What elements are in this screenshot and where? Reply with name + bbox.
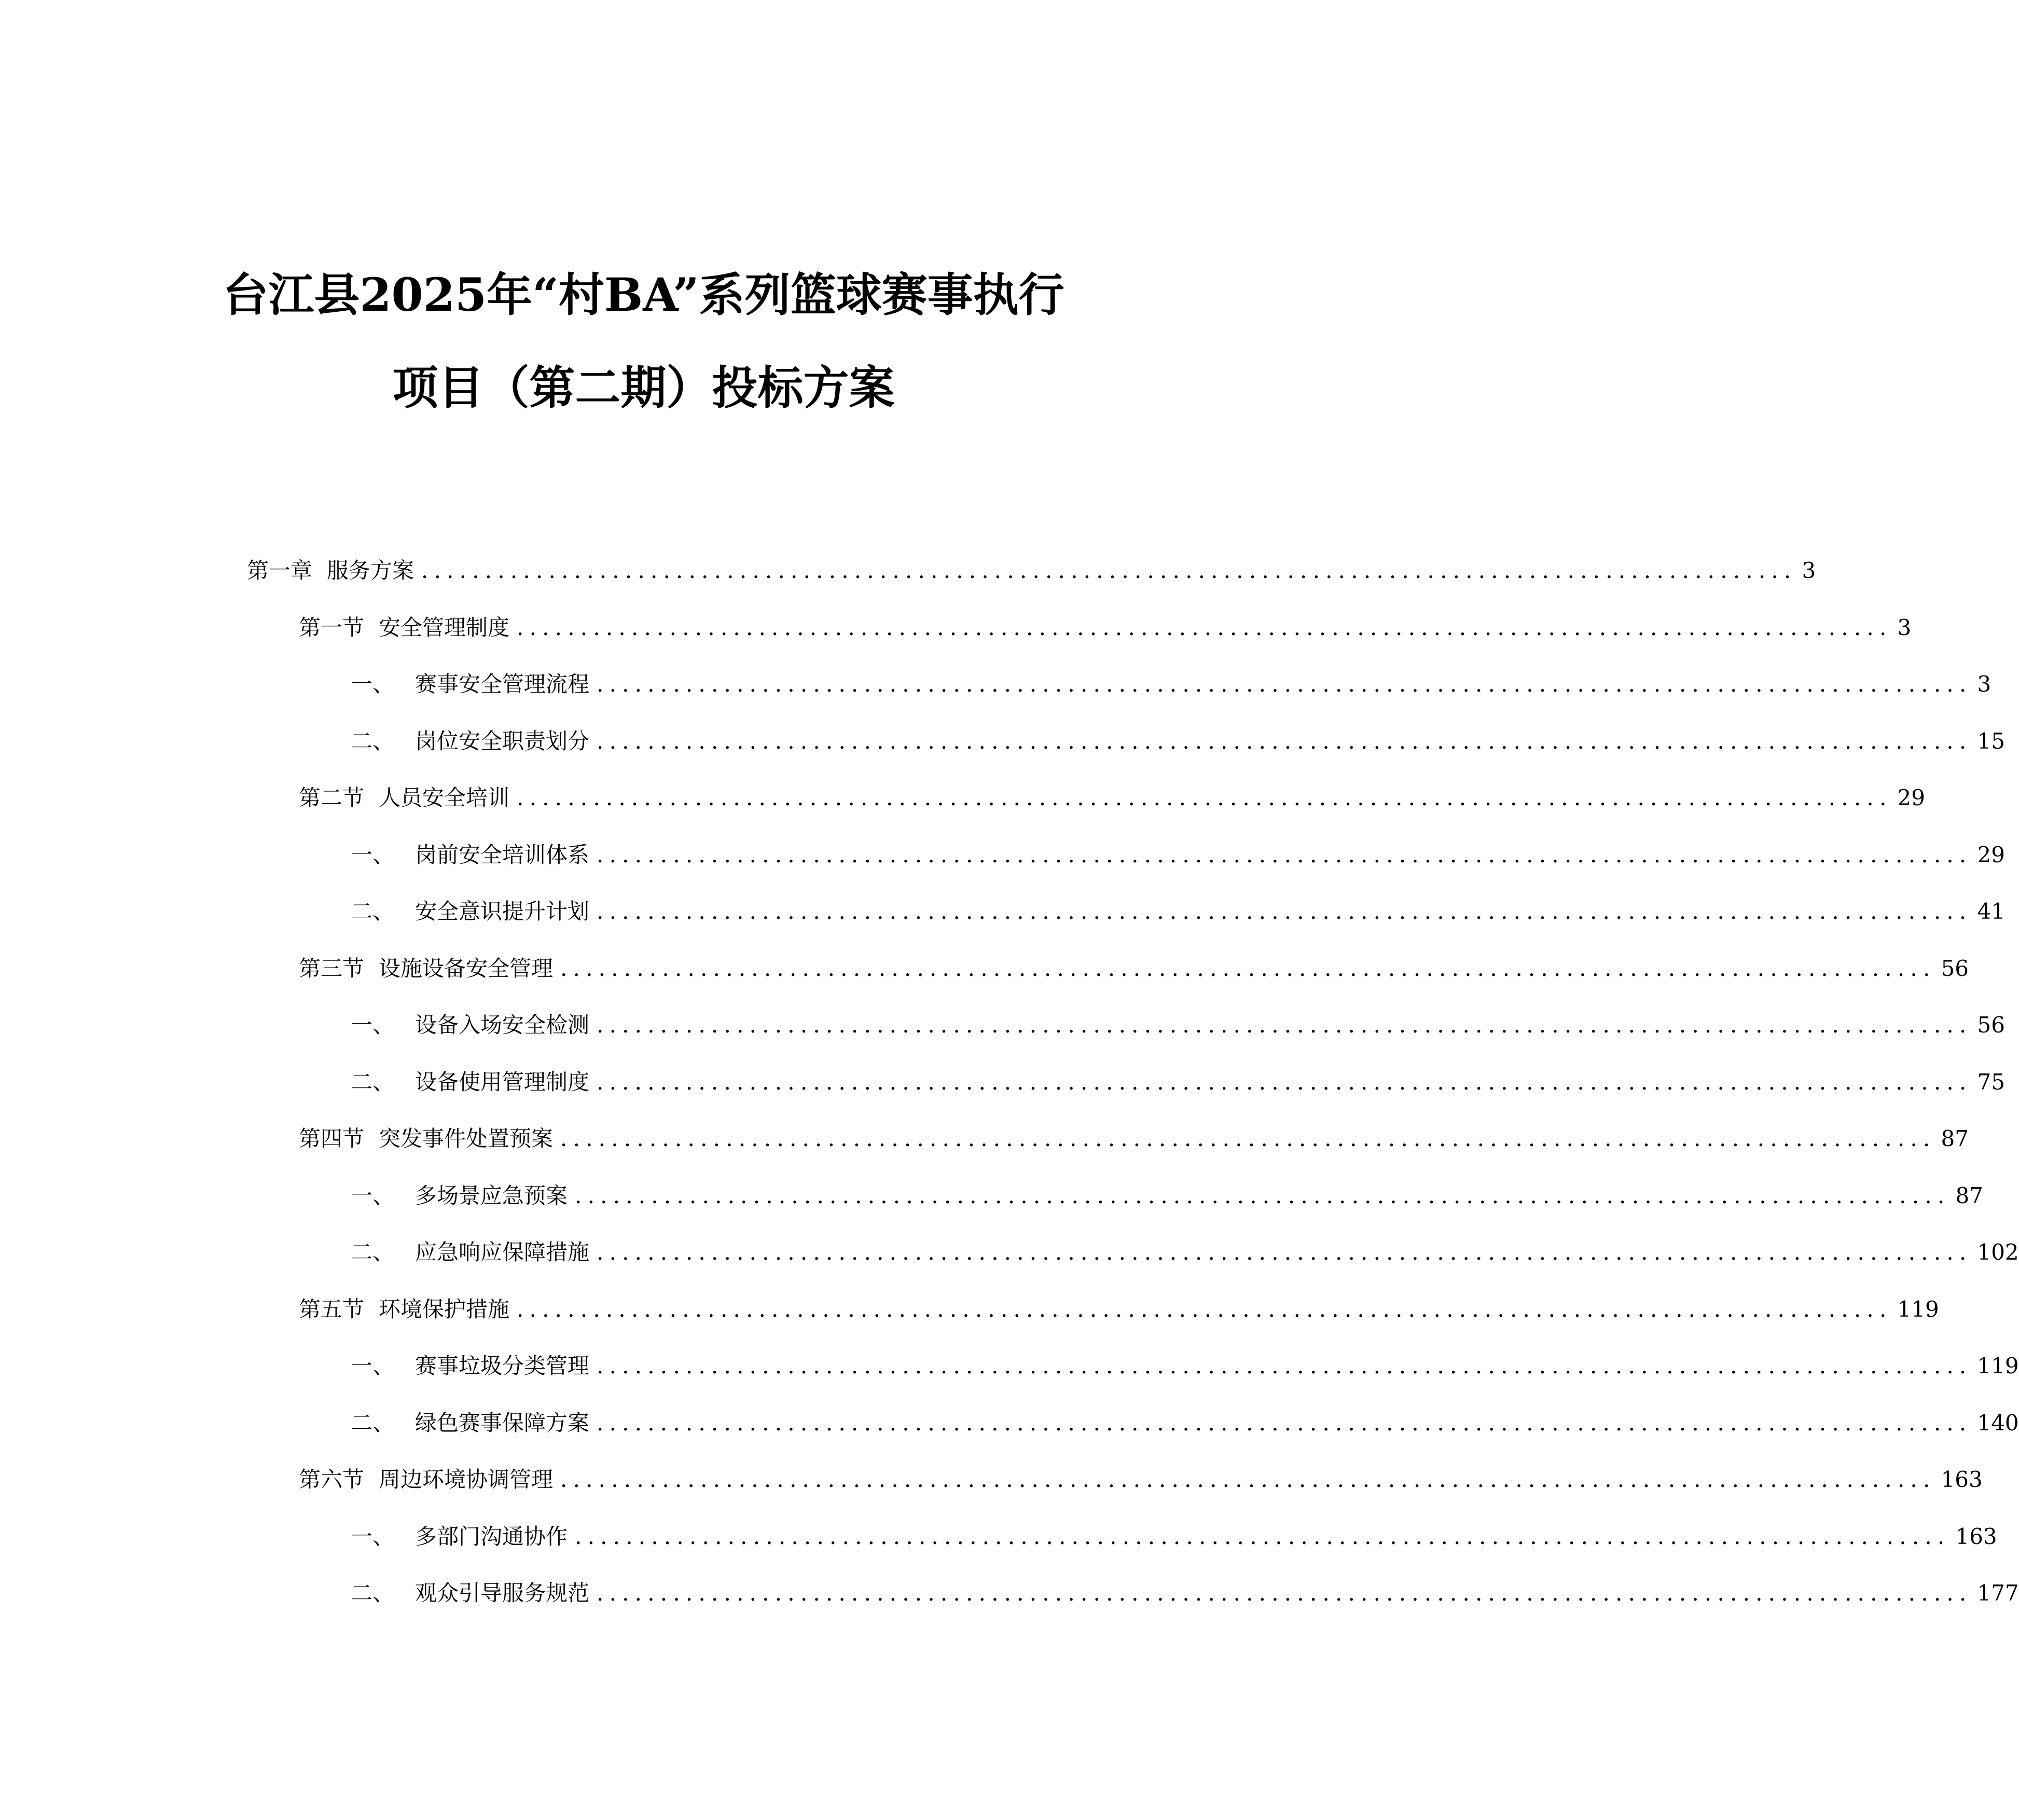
toc-entry-text: 多部门沟通协作 [415,1524,568,1549]
toc-page-number: 87 [1955,1183,1983,1208]
toc-page-number: 119 [1897,1297,1939,1322]
toc-entry-item[interactable] [351,1578,2019,1609]
toc-entry-text: 岗位安全职责划分 [415,728,590,754]
toc-entry-text: 赛事垃圾分类管理 [415,1353,590,1378]
toc-entry-number: 一、 [351,671,395,697]
toc-entry-number: 二、 [351,1580,395,1606]
toc-entry-number: 第一节 [299,615,365,640]
toc-entry-item[interactable] [351,896,2005,927]
toc-entry-text: 设备使用管理制度 [415,1069,590,1095]
toc-dot-leader: ............................................................................................................ [597,1239,1972,1265]
toc-entry-text: 服务方案 [327,558,414,583]
toc-entry-number: 二、 [351,728,395,754]
toc-page-number: 29 [1977,842,2005,867]
toc-entry-item[interactable] [351,1350,2019,1382]
toc-page-number: 41 [1977,899,2005,924]
toc-page-number: 163 [1941,1467,1983,1492]
toc-page-number: 29 [1897,785,1925,810]
toc-dot-leader: ............................................................................................................ [560,1126,1936,1151]
toc-entry-number: 二、 [351,1069,395,1095]
toc-entry-text: 绿色赛事保障方案 [415,1410,590,1436]
toc-entry-item[interactable] [351,669,1992,700]
document-title-line-1: 台江县2025年“村BA”系列篮球赛事执行 [223,268,1064,322]
toc-dot-leader: ............................................................................................................ [597,1580,1972,1606]
toc-page-number: 3 [1802,558,1816,583]
toc-dot-leader: ............................................................................................................ [517,1297,1892,1322]
toc-page-number: 56 [1941,956,1969,981]
toc-entry-item[interactable] [351,839,2005,871]
toc-dot-leader: ............................................................................................................ [597,899,1972,924]
toc-entry-text: 周边环境协调管理 [379,1467,554,1492]
toc-page-number: 163 [1955,1524,1997,1549]
toc-page-number: 15 [1977,728,2005,754]
toc-entry-number: 第二节 [299,785,365,810]
toc-entry-text: 设施设备安全管理 [379,956,554,981]
toc-entry-number: 第五节 [299,1297,365,1322]
toc-entry-section-5[interactable] [299,1294,1939,1325]
toc-entry-text: 岗前安全培训体系 [415,842,590,867]
toc-entry-number: 第一章 [247,558,313,583]
toc-page-number: 3 [1897,615,1912,640]
toc-entry-text: 环境保护措施 [379,1297,510,1322]
toc-entry-text: 观众引导服务规范 [415,1580,590,1606]
toc-entry-section-1[interactable] [299,612,1912,643]
toc-entry-number: 二、 [351,1239,395,1265]
toc-entry-number: 第四节 [299,1126,365,1151]
toc-page-number: 75 [1977,1069,2005,1095]
toc-entry-text: 设备入场安全检测 [415,1012,590,1038]
toc-dot-leader: ............................................................................................................ [597,1012,1972,1038]
toc-entry-number: 一、 [351,842,395,867]
toc-page-number: 177 [1977,1580,2019,1606]
toc-entry-item[interactable] [351,1067,2005,1098]
toc-entry-section-4[interactable] [299,1123,1969,1154]
toc-page-number: 102 [1977,1239,2019,1265]
toc-entry-chapter-1[interactable] [247,555,1816,586]
toc-entry-item[interactable] [351,1521,1997,1552]
toc-entry-text: 安全管理制度 [379,615,510,640]
toc-dot-leader: ............................................................................................................ [597,1069,1972,1095]
toc-entry-number: 一、 [351,1524,395,1549]
toc-entry-section-3[interactable] [299,953,1969,984]
toc-entry-item[interactable] [351,1408,2019,1439]
toc-dot-leader: ............................................................................................................ [597,1410,1972,1436]
toc-page-number: 119 [1977,1353,2019,1378]
toc-dot-leader: ............................................................................................................ [517,615,1892,640]
toc-dot-leader: ............................................................................................................ [517,785,1892,810]
toc-dot-leader: ............................................................................................................ [597,1353,1972,1378]
toc-entry-number: 二、 [351,899,395,924]
toc-dot-leader: ............................................................................................................ [421,558,1797,583]
toc-dot-leader: ............................................................................................................ [597,671,1972,697]
toc-page-number: 140 [1977,1410,2019,1436]
toc-page-number: 87 [1941,1126,1969,1151]
toc-dot-leader: ............................................................................................................ [560,1467,1936,1492]
toc-dot-leader: ............................................................................................................ [597,728,1972,754]
toc-entry-number: 一、 [351,1183,395,1208]
toc-entry-section-6[interactable] [299,1464,1983,1495]
toc-entry-item[interactable] [351,1180,1983,1211]
toc-entry-number: 二、 [351,1410,395,1436]
toc-entry-text: 安全意识提升计划 [415,899,590,924]
toc-entry-text: 应急响应保障措施 [415,1239,590,1265]
toc-entry-text: 突发事件处置预案 [379,1126,554,1151]
toc-entry-number: 第六节 [299,1467,365,1492]
toc-entry-item[interactable] [351,726,2005,757]
toc-page-number: 56 [1977,1012,2005,1038]
toc-dot-leader: ............................................................................................................ [597,842,1972,867]
toc-dot-leader: ............................................................................................................ [575,1183,1951,1208]
toc-entry-number: 第三节 [299,956,365,981]
toc-entry-section-2[interactable] [299,782,1925,814]
toc-dot-leader: ............................................................................................................ [560,956,1936,981]
document-title-line-2: 项目（第二期）投标方案 [392,361,895,415]
toc-entry-text: 人员安全培训 [379,785,510,810]
toc-entry-item[interactable] [351,1010,2005,1041]
toc-entry-text: 赛事安全管理流程 [415,671,590,697]
toc-entry-number: 一、 [351,1012,395,1038]
toc-entry-item[interactable] [351,1237,2019,1268]
toc-page-number: 3 [1977,671,1992,697]
toc-entry-text: 多场景应急预案 [415,1183,568,1208]
toc-dot-leader: ............................................................................................................ [575,1524,1951,1549]
toc-entry-number: 一、 [351,1353,395,1378]
